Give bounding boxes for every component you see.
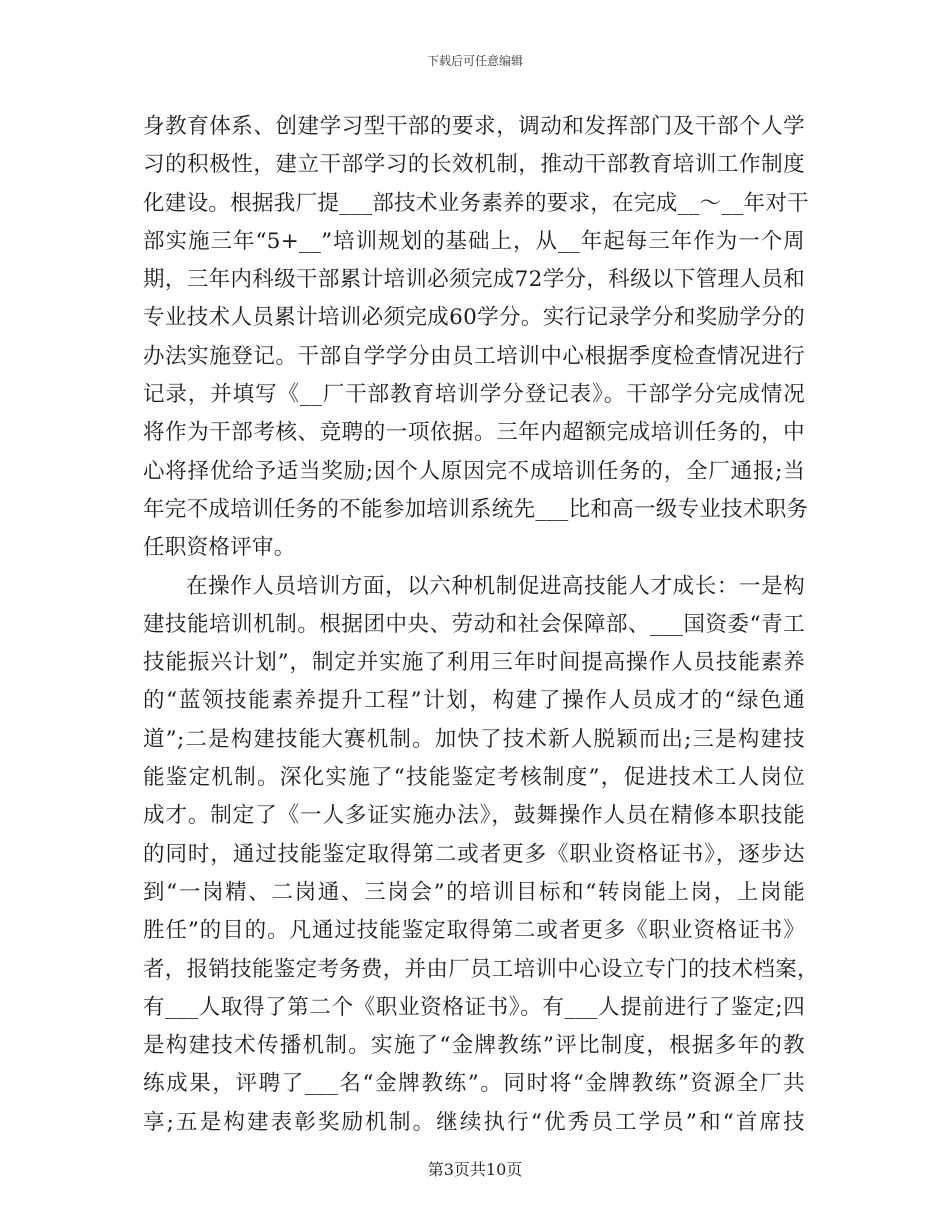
text-line: 者，报销技能鉴定考务费，并由厂员工培训中心设立专门的技术档案， bbox=[143, 956, 819, 982]
text-line: 有___人取得了第二个《职业资格证书》。有___人提前进行了鉴定;四 bbox=[143, 994, 805, 1020]
text-line: 化建设。根据我厂提___部技术业务素养的要求，在完成__～__年对干 bbox=[143, 190, 809, 216]
text-line: 年完不成培训任务的不能参加培训系统先___比和高一级专业技术职务 bbox=[143, 496, 809, 522]
text-line: 胜任”的目的。凡通过技能鉴定取得第二或者更多《职业资格证书》 bbox=[143, 918, 805, 944]
text-line: 道”;二是构建技能大赛机制。加快了技术新人脱颖而出;三是构建技 bbox=[143, 726, 805, 752]
page-number: 第3页共10页 bbox=[427, 1160, 523, 1179]
text-line: 记录，并填写《__厂干部教育培训学分登记表》。干部学分完成情况 bbox=[143, 382, 805, 408]
text-line: 是构建技术传播机制。实施了“金牌教练”评比制度，根据多年的教 bbox=[143, 1033, 805, 1059]
text-line: 享;五是构建表彰奖励机制。继续执行“优秀员工学员”和“首席技 bbox=[143, 1109, 805, 1135]
text-line: 技能振兴计划”，制定并实施了利用三年时间提高操作人员技能素养 bbox=[143, 650, 805, 676]
text-line: 能鉴定机制。深化实施了“技能鉴定考核制度”，促进技术工人岗位 bbox=[143, 765, 805, 791]
document-body bbox=[143, 108, 819, 1142]
text-line: 习的积极性，建立干部学习的长效机制，推动干部教育培训工作制度 bbox=[143, 152, 805, 178]
text-line: 将作为干部考核、竞聘的一项依据。三年内超额完成培训任务的，中 bbox=[143, 420, 805, 446]
text-line: 的“蓝领技能素养提升工程”计划，构建了操作人员成才的“绿色通 bbox=[143, 688, 805, 714]
text-line: 期，三年内科级干部累计培训必须完成72学分，科级以下管理人员和 bbox=[143, 267, 805, 293]
text-line: 成才。制定了《一人多证实施办法》，鼓舞操作人员在精修本职技能 bbox=[143, 803, 805, 829]
text-line: 专业技术人员累计培训必须完成60学分。实行记录学分和奖励学分的 bbox=[143, 305, 805, 331]
text-line: 的同时，通过技能鉴定取得第二或者更多《职业资格证书》，逐步达 bbox=[143, 841, 805, 867]
text-line: 建技能培训机制。根据团中央、劳动和社会保障部、___国资委“青工 bbox=[143, 611, 805, 637]
text-line: 心将择优给予适当奖励;因个人原因完不成培训任务的，全厂通报;当 bbox=[143, 458, 805, 484]
text-line: 在操作人员培训方面，以六种机制促进高技能人才成长：一是构 bbox=[186, 573, 805, 599]
text-line: 身教育体系、创建学习型干部的要求，调动和发挥部门及干部个人学 bbox=[143, 114, 805, 139]
text-line: 部实施三年“5+__”培训规划的基础上，从__年起每三年作为一个周 bbox=[143, 228, 805, 254]
text-line: 任职资格评审。 bbox=[143, 535, 296, 561]
text-line: 练成果，评聘了___名“金牌教练”。同时将“金牌教练”资源全厂共 bbox=[143, 1071, 805, 1097]
text-line: 到“一岗精、二岗通、三岗会”的培训目标和“转岗能上岗，上岗能 bbox=[143, 879, 805, 905]
text-line: 办法实施登记。干部自学学分由员工培训中心根据季度检查情况进行 bbox=[143, 343, 805, 369]
page-header: 下载后可任意编辑 bbox=[426, 54, 523, 68]
